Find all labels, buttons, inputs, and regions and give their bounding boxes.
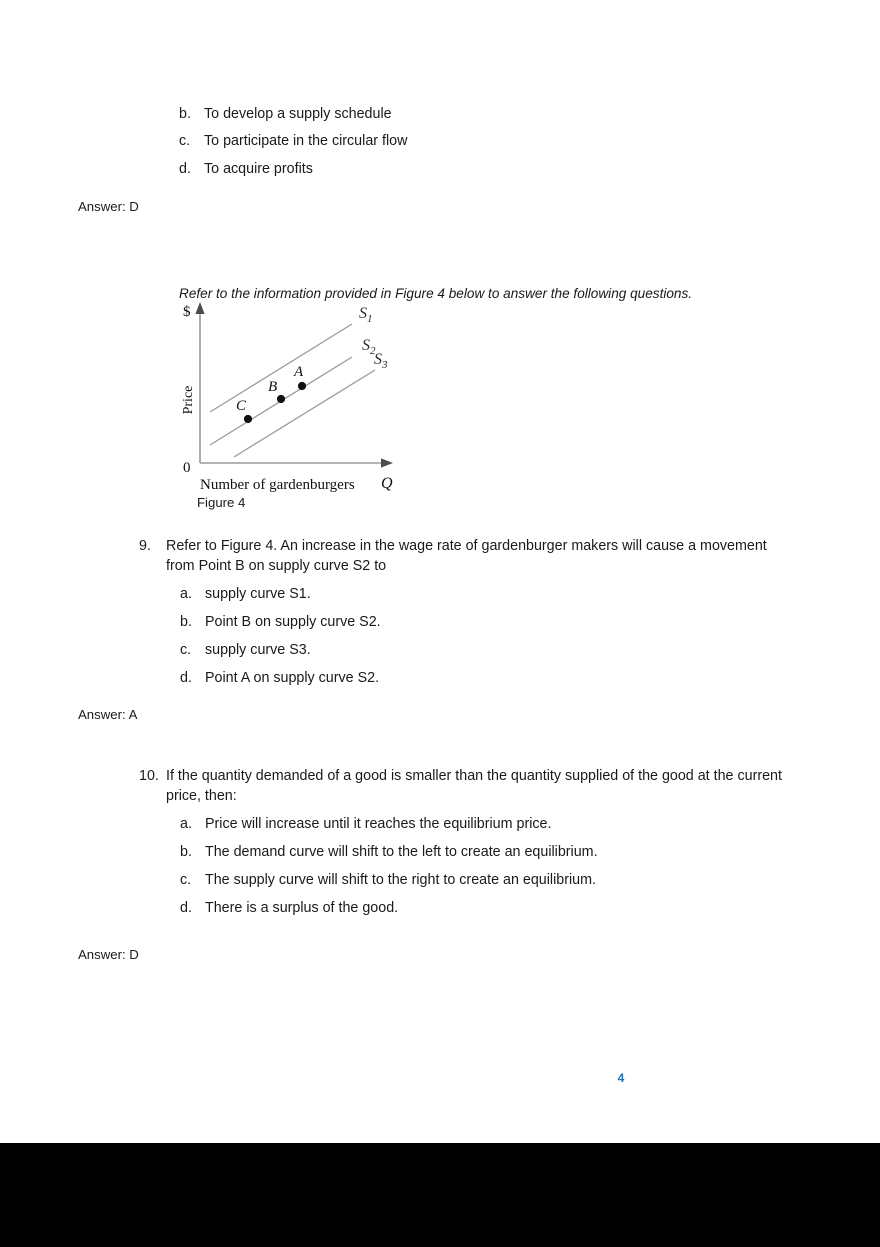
- question-text-line-2: price, then:: [166, 787, 237, 804]
- figure-4-graph: [176, 300, 411, 495]
- page-number-value: 4: [617, 1071, 625, 1085]
- question-text-line-1: If the quantity demanded of a good is smaller than the quantity supplied of the good at the current: [166, 768, 782, 784]
- question-number: 10.: [139, 768, 159, 784]
- list-item: [179, 160, 313, 178]
- list-item: [179, 105, 392, 123]
- list-item: [180, 843, 598, 861]
- option-letter: c.: [180, 872, 192, 888]
- y-axis-currency-symbol: $: [183, 304, 191, 320]
- page-number: [0, 1071, 880, 1085]
- x-axis-variable-label: Q: [381, 475, 393, 492]
- list-item: [179, 132, 407, 150]
- option-letter: a.: [180, 816, 192, 832]
- answer-key-1: Answer: D: [78, 199, 139, 214]
- list-item: [180, 669, 379, 687]
- question-10: [139, 767, 811, 806]
- list-item: [180, 641, 311, 659]
- answer-key-3: Answer: D: [78, 947, 139, 962]
- option-text: Point A on supply curve S2.: [205, 670, 380, 686]
- list-item: [180, 871, 596, 889]
- question-text: [166, 537, 789, 576]
- option-letter: d.: [179, 161, 191, 177]
- curve-label-s3: $S_3$: [374, 351, 388, 371]
- data-point-c: [244, 415, 252, 423]
- figure-caption: Figure 4: [197, 495, 246, 510]
- y-axis-arrow: [195, 302, 204, 314]
- option-text: supply curve S3.: [205, 642, 311, 658]
- list-item: [180, 815, 551, 833]
- question-text-line-2: from Point B on supply curve S2 to: [166, 557, 387, 574]
- option-text: To acquire profits: [204, 161, 313, 177]
- option-letter: c.: [179, 133, 191, 149]
- option-letter: d.: [180, 670, 192, 686]
- point-label-a: A: [294, 364, 304, 380]
- x-axis-arrow: [381, 458, 393, 467]
- question-number: 9.: [139, 538, 151, 554]
- y-axis-title: Price: [181, 385, 196, 415]
- option-letter: b.: [179, 106, 191, 122]
- option-text: Price will increase until it reaches the equilibrium price.: [205, 816, 552, 832]
- list-item: [180, 585, 311, 603]
- curve-label-s2: $S_2$: [362, 337, 376, 357]
- option-letter: b.: [180, 614, 192, 630]
- question-text-line-1: Refer to Figure 4. An increase in the wage rate of gardenburger makers will cause a movement: [166, 538, 767, 554]
- option-text: To participate in the circular flow: [204, 133, 408, 149]
- list-item: [180, 613, 381, 631]
- question-9: [139, 537, 789, 576]
- curve-label-s1: $S_1$: [359, 305, 373, 325]
- data-point-a: [298, 382, 306, 390]
- answer-key-2: Answer: A: [78, 707, 138, 722]
- bottom-black-band: [0, 1143, 880, 1247]
- option-text: The demand curve will shift to the left to create an equilibrium.: [205, 844, 598, 860]
- list-item: [180, 899, 398, 917]
- option-text: The supply curve will shift to the right to create an equilibrium.: [205, 872, 596, 888]
- data-point-b: [277, 395, 285, 403]
- question-text: [166, 767, 811, 806]
- x-axis-title: Number of gardenburgers: [200, 477, 355, 493]
- option-text: There is a surplus of the good.: [205, 900, 399, 916]
- option-letter: a.: [180, 586, 192, 602]
- point-label-c: C: [236, 398, 247, 414]
- origin-label: 0: [183, 460, 191, 476]
- option-text: supply curve S1.: [205, 586, 311, 602]
- option-letter: c.: [180, 642, 192, 658]
- option-letter: b.: [180, 844, 192, 860]
- option-text: To develop a supply schedule: [204, 106, 392, 122]
- option-letter: d.: [180, 900, 192, 916]
- option-text: Point B on supply curve S2.: [205, 614, 381, 630]
- point-label-b: B: [268, 379, 278, 395]
- figure-intro-text: Refer to the information provided in Figure 4 below to answer the following questions.: [179, 286, 693, 301]
